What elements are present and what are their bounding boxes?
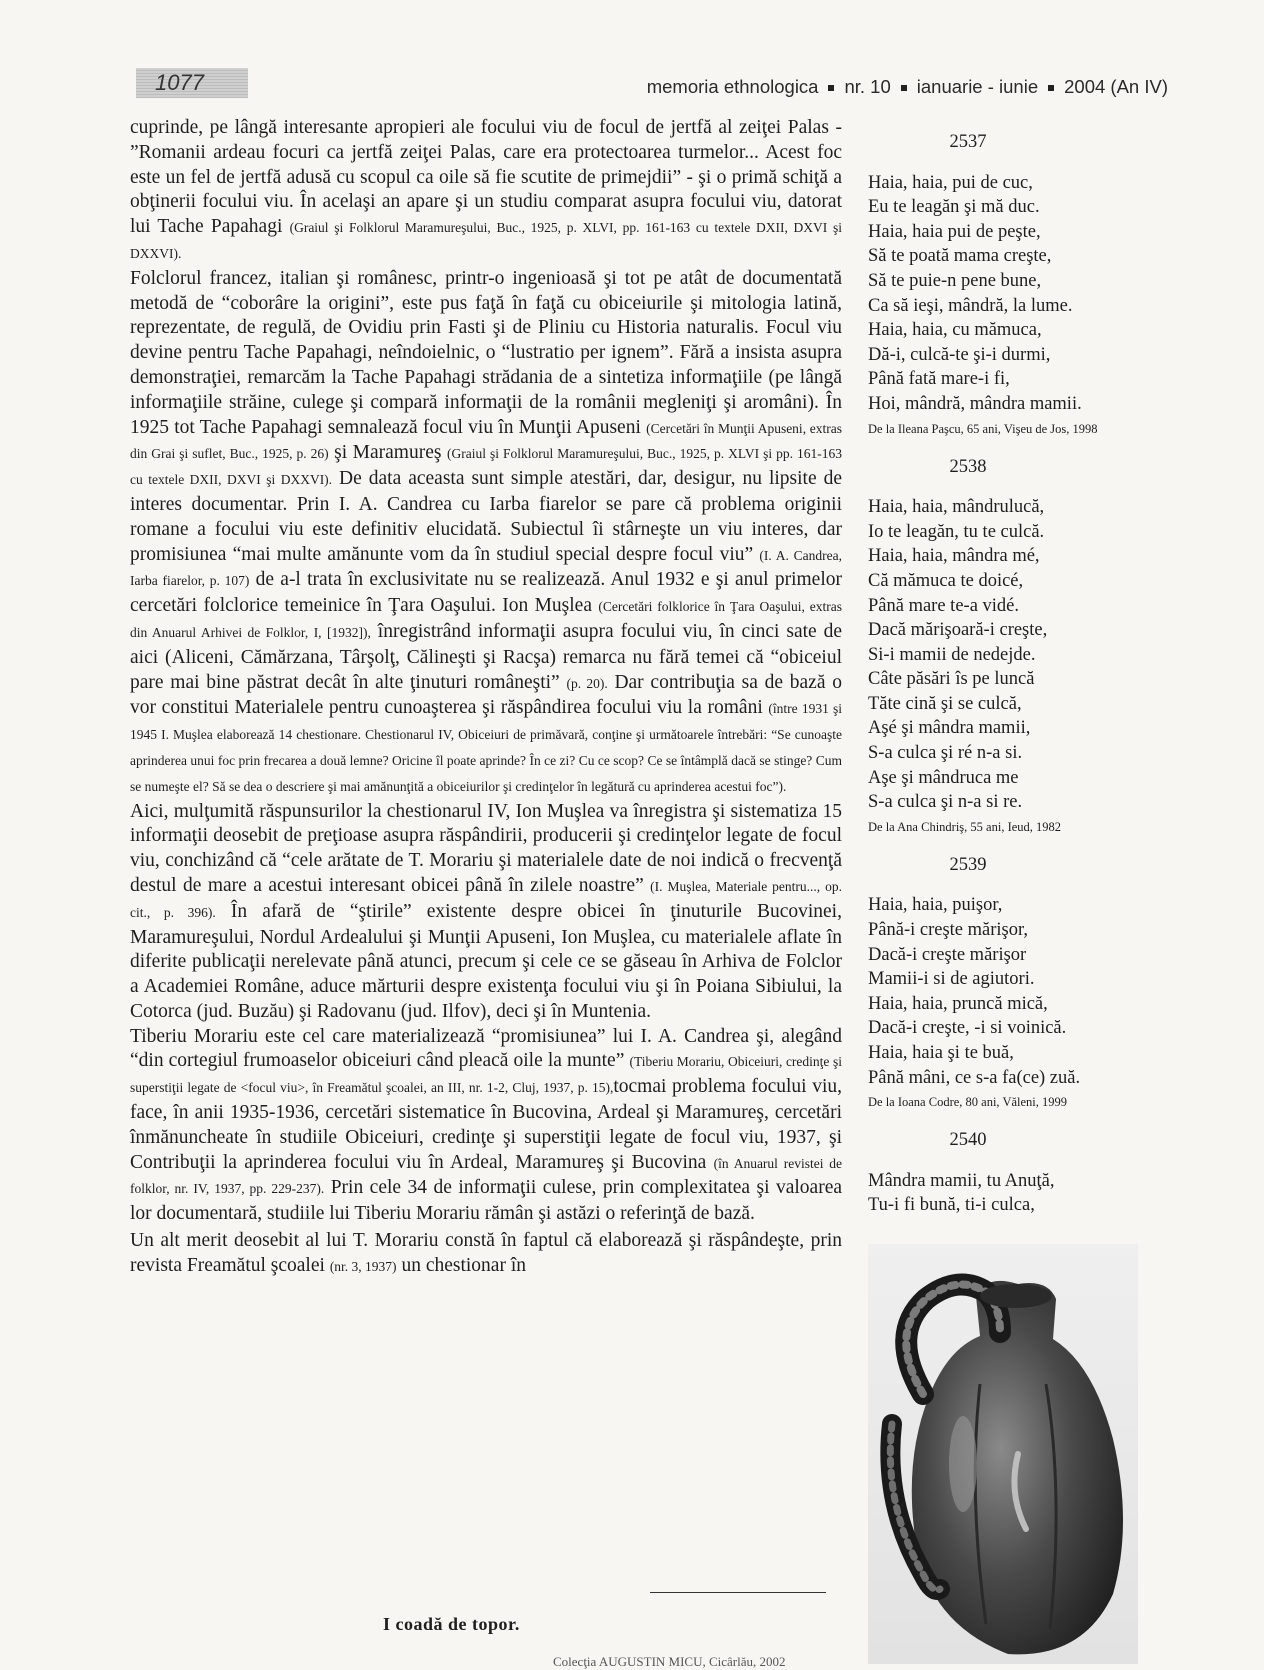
song-line: S-a culca şi ré n-a si.	[868, 743, 1023, 764]
song-line: Până mare te-a vidé.	[868, 595, 1020, 616]
square-bullet-icon	[901, 85, 907, 91]
song-line: Tu-i fi bună, ti-i culca,	[868, 1195, 1035, 1216]
songs-column	[868, 130, 1128, 1218]
song-source: De la Ileana Paşcu, 65 ani, Vişeu de Jos, 1998	[868, 421, 1098, 436]
paragraph-5	[130, 1229, 842, 1280]
citation: (Graiul şi Folklorul Maramureşului, Buc., 1925, p. XLVI, pp. 161-163 cu textele DXII, DXVI şi DXXVI).	[130, 220, 843, 261]
song-line: Si-i mamii de nedejde.	[868, 644, 1036, 665]
paragraph-4	[130, 1025, 842, 1227]
song-line: Că mămuca te doicé,	[868, 570, 1024, 591]
song-line: Dacă-i creşte mărişor	[868, 944, 1027, 965]
song-line: Dacă-i creşte, -i si voinică.	[868, 1018, 1067, 1039]
song-line: Haia, haia, cu mămuca,	[868, 320, 1042, 341]
song-line: Haia, haia, puişor,	[868, 895, 1003, 916]
paragraph-2	[130, 267, 842, 800]
song-line: Haia, haia, mândra mé,	[868, 546, 1040, 567]
text-run: Folclorul francez, italian şi românesc, printr-o ingenioasă şi tot pe atât de documentată metodă de “coborâre la origini”, este pus faţă în faţă cu obiceiurile şi mitologia latină, reprezentate, de regulă, de Ovidiu prin Fasti şi de Pliniu cu Historia naturalis. Focul viu devine pentru Tache Papahagi, neîndoielnic, o “lustratio per ignem”. Fără a insista asupra demonstraţiei, remarcăm la Tache Papahagi strădania de a sintetiza informaţiile (pe lângă informaţiile străine, culege şi compară informaţii de la românii megleniţi şi aromâni). În 1925 tot Tache Papahagi semnalează focul viu în Munţii Apuseni	[130, 267, 842, 438]
text-run: În afară de “ştirile” existente despre obicei în ţinuturile Bucovinei, Maramureşului, Nordul Ardealului şi Munţii Apuseni, Ion Muşlea, cu materialele aflate în diferite publicaţii nerelevate până atunci, precum şi cele ce se găseau în Arhiva de Folclor a Academiei Române, aduce mărturii despre existenţa focului viu şi în Poiana Sibiului, la Cotorca (jud. Buzău) şi Radovanu (jud. Ilfov), deci şi în Muntenia.	[130, 900, 842, 1022]
song-2537	[868, 130, 1128, 437]
song-line: Să te poată mama creşte,	[868, 246, 1052, 267]
song-line: S-a culca şi n-a si re.	[868, 792, 1023, 813]
ceramic-jug-photo	[868, 1244, 1138, 1664]
citation: (I. Muşlea, Materiale pentru..., op. cit., p. 396).	[130, 878, 842, 920]
song-line: Eu te leagăn şi mă duc.	[868, 197, 1040, 218]
paragraph-3	[130, 800, 842, 1025]
text-run: Dar contribuţia sa de bază o vor constitui Materialele pentru cunoaşterea şi răspândirea focului viu la români	[130, 671, 842, 719]
song-2539	[868, 853, 1128, 1110]
song-line: Dacă mărişoară-i creşte,	[868, 620, 1048, 641]
song-line: Să te puie-n pene bune,	[868, 270, 1042, 291]
song-line: Dă-i, culcă-te şi-i durmi,	[868, 344, 1051, 365]
song-line: Io te leagăn, tu te culcă.	[868, 521, 1045, 542]
text-run: De data aceasta sunt simple atestări, dar, desigur, nu lipsite de interes documentar. Prin I. A. Candrea cu Iarba fiarelor se pare că problema originii romane a focului viu este definitiv elucidată. Subiectul îi stârneşte un viu interes, dar promisiunea “mai multe amănunte vom da în studiul special despre focul viu”	[130, 468, 842, 565]
song-line: Până fată mare-i fi,	[868, 369, 1010, 390]
citation: (p. 20).	[566, 675, 608, 691]
citation: (I. A. Candrea, Iarba fiarelor, p. 107)	[130, 547, 842, 589]
citation: (nr. 3, 1937)	[329, 1258, 397, 1274]
citation: (Tiberiu Morariu, Obiceiuri, credinţe şi superstiţii legate de <focul viu>, în Freamătul şcoalei, an III, nr. 1-2, Cluj, 1937, p. 15),	[130, 1054, 843, 1096]
text-run: tocmai problema focului viu, face, în anii 1935-1936, cercetări sistematice în Bucovina, Ardeal şi Maramureş, cercetări înmănuncheate în studiile Obiceiuri, credinţe şi superstiţii legate de focul viu, 1937, şi Contribuţii la aprinderea focului viu în Ardeal, Maramureş şi Bucovina	[130, 1076, 843, 1173]
text-run: un chestionar în	[396, 1254, 526, 1276]
text-run: Aici, mulţumită răspunsurilor la chestionarul IV, Ion Muşlea va înregistra şi sistematiza 15 informaţii deosebit de preţioase asupra răspândirii, producerii şi credinţelor legate de focul viu, conchizând că “cele arătate de T. Morariu şi materialele date de noi indică o frecvenţă destul de mare a acestui interesant obicei până în zilele noastre”	[130, 800, 842, 896]
text-run: Un alt merit deosebit al lui T. Morariu constă în faptul că elaborează şi răspândeşte, prin revista Freamătul şcoalei	[130, 1230, 842, 1276]
song-number: 2539	[949, 854, 987, 875]
running-head	[647, 76, 1168, 98]
song-source: De la Ioana Codre, 80 ani, Văleni, 1999	[868, 1095, 1068, 1110]
song-line: Haia, haia, mândrulucă,	[868, 497, 1045, 518]
photo-caption: Colecţia AUGUSTIN MICU, Cicârlău, 2002	[553, 1654, 786, 1669]
square-bullet-icon	[828, 85, 834, 91]
text-run: înregistrând informaţii asupra focului viu, în cinci sate de aici (Aliceni, Cămărzana, Târşolţ, Călineşti şi Racşa) remarca nu fără temei că “obiceiul pare mai bine păstrat decât în alte ţinuturi româneşti”	[130, 620, 842, 693]
song-line: Haia, haia pui de peşte,	[868, 221, 1041, 242]
song-line: Până-i creşte mărişor,	[868, 920, 1029, 941]
text-run: de a-l trata în exclusivitate nu se realizează. Anul 1932 e şi anul primelor cercetări folclorice temeinice în Ţara Oaşului. Ion Muşlea	[130, 569, 842, 617]
text-run: şi Maramureş	[328, 442, 447, 464]
citation: (între 1931 şi 1945 I. Muşlea elaborează 14 chestionare. Chestionarul IV, Obiceiuri de primăvară, conţine şi următoarele întrebări: “Se cunoaşte aprinderea unui foc prin frecarea a două lemne? Oricine îl poate aprinde? În ce zi? Cu ce scop? Ce se întâmplă dacă se stinge? Cum se numeşte el? Să se dea o descriere şi mai amănunţită a obiceiurilor şi credinţelor în legătură cu aprinderea acestui foc”).	[130, 701, 842, 794]
song-line: Mândra mamii, tu Anuţă,	[868, 1170, 1055, 1191]
song-line: Haia, haia, pui de cuc,	[868, 172, 1033, 193]
song-line: Haia, haia, pruncă mică,	[868, 993, 1048, 1014]
song-line: Ca să ieşi, mândră, la lume.	[868, 295, 1073, 316]
song-line: Câte păsări îs pe luncă	[868, 669, 1035, 690]
issue-period: ianuarie - iunie	[916, 76, 1039, 97]
journal-title: memoria ethnologica	[646, 76, 819, 97]
text-run: Tiberiu Morariu este cel care materializează “promisiunea” lui I. A. Candrea şi, alegând “din cortegiul frumoaselor obiceiuri când pleacă oile la munte”	[130, 1025, 842, 1072]
song-line: Tăte cină şi se culcă,	[868, 693, 1022, 714]
citation: (Cercetări în Munţii Apuseni, extras din Grai şi suflet, Buc., 1925, p. 26)	[130, 420, 843, 462]
song-2540	[868, 1128, 1128, 1218]
paragraph-1	[130, 116, 842, 267]
song-number: 2537	[949, 132, 987, 152]
issue-year: 2004 (An IV)	[1064, 76, 1168, 97]
song-number: 2540	[949, 1130, 987, 1151]
song-number: 2538	[949, 456, 987, 477]
song-line: Hoi, mândră, mândra mamii.	[868, 393, 1082, 414]
song-line: Aşe şi mândruca me	[868, 767, 1019, 788]
song-line: Până mâni, ce s-a fa(ce) zuă.	[868, 1067, 1081, 1088]
citation: (Cercetări folklorice în Ţara Oaşului, extras din Anuarul Arhivei de Folklor, I, [1932]),	[130, 599, 842, 640]
footnote: I coadă de topor.	[383, 1614, 520, 1634]
square-bullet-icon	[1048, 85, 1054, 91]
page-number: 1077	[155, 70, 204, 95]
text-run: cuprinde, pe lângă interesante apropieri ale focului viu de focul de jertfă al zeiţei Palas - ”Romanii ardeau focuri ca jertfă zeiţei Palas, care era protectoarea turmelor... Acest foc este un fel de jertfă adusă cu scopul ca oile să fie scutite de primejdii” - şi o primă schiţă a obţinerii focului viu. În acelaşi an apare şi un studiu comparat asupra focului viu, datorat lui Tache Papahagi	[130, 117, 842, 238]
footnote-rule	[650, 1592, 826, 1593]
song-line: Haia, haia şi te buă,	[868, 1043, 1014, 1063]
song-2538	[868, 455, 1128, 835]
issue-number: nr. 10	[844, 76, 891, 97]
song-line: Aşé şi mândra mamii,	[868, 718, 1031, 739]
citation: (în Anuarul revistei de folklor, nr. IV, 1937, pp. 229-237).	[130, 1155, 843, 1197]
citation: (Graiul şi Folklorul Maramureşului, Buc., 1925, p. XLVI şi pp. 161-163 cu textele DXII, DXVI şi DXXVI).	[130, 446, 842, 488]
song-source: De la Ana Chindriş, 55 ani, Ieud, 1982	[868, 819, 1062, 834]
song-line: Mamii-i si de agiutori.	[868, 969, 1035, 990]
article-body	[130, 116, 842, 1280]
text-run: Prin cele 34 de informaţii culese, prin complexitatea şi valoarea lor documentară, studiile lui Tiberiu Morariu rămân şi astăzi o referinţă de bază.	[130, 1177, 843, 1225]
